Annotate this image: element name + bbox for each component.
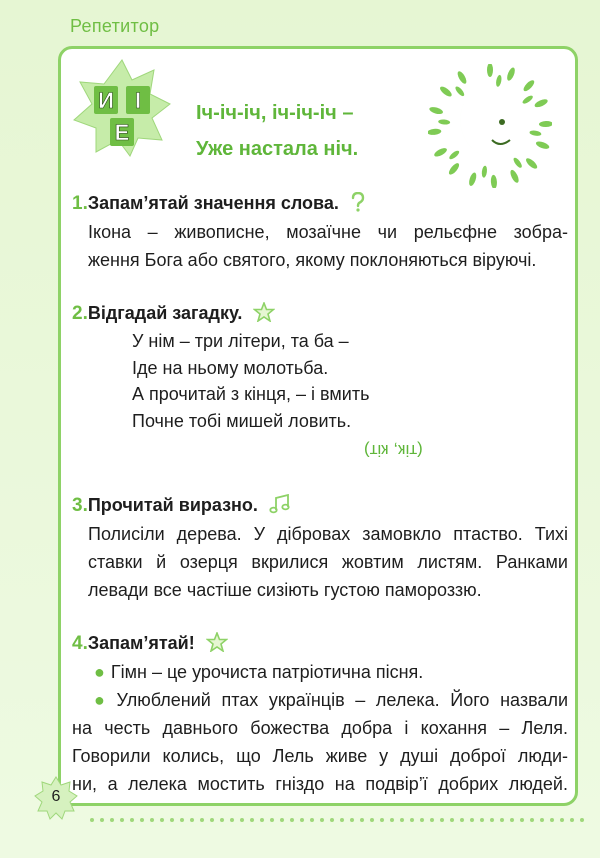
- fact-2-line-2: на честь давнього божества добра і кохання – Леля.: [72, 718, 568, 738]
- section-1-number: 1.: [72, 193, 88, 214]
- badge-letter-3: Е: [114, 120, 130, 145]
- section-1-definition: [88, 218, 568, 274]
- moon-wreath-icon: [428, 64, 552, 188]
- section-3-line-1: Полисіли дерева. У дібровах замовкло птаство. Тихі: [88, 524, 568, 544]
- music-note-icon: [269, 494, 291, 514]
- section-2-title-text: Відгадай загадку.: [87, 303, 243, 323]
- slogan-line-2: Уже настала ніч.: [196, 138, 359, 160]
- section-2-title: [72, 302, 275, 325]
- slogan-line-1: Іч-іч-іч, іч-іч-іч –: [196, 102, 354, 124]
- running-head: Репетитор: [70, 16, 160, 36]
- section-3-title: [72, 494, 291, 517]
- poem-line-4: Почне тобі мишей ловить.: [132, 410, 352, 431]
- bullet-dot: ●: [94, 662, 105, 682]
- section-2-number: 2.: [72, 303, 88, 324]
- fact-bullet-2: [88, 686, 568, 714]
- riddle-answer: (тік, кіт): [364, 441, 423, 460]
- section-3-title-text: Прочитай виразно.: [87, 495, 258, 515]
- section-3-line-2: ставки й озерця вкрилися жовтим листям. Ранками: [88, 552, 568, 572]
- section-3-number: 3.: [72, 495, 88, 516]
- fact-2-line-1: Улюблений птах українців – лелека. Його назвали: [116, 690, 568, 710]
- star-icon: [206, 632, 228, 652]
- section-4-title-text: Запам’ятай!: [87, 633, 195, 653]
- page-number: 6: [51, 788, 61, 805]
- section-1-line-1: Ікона – живописне, мозаїчне чи рельєфне зобра-: [88, 222, 568, 242]
- fact-2-line-4: ни, а лелека мостить гніздо на подвір’ї добрих людей.: [72, 774, 568, 794]
- question-mark-icon: [350, 192, 366, 212]
- badge-letter-1: И: [98, 88, 114, 113]
- section-4-number: 4.: [72, 633, 88, 654]
- poem-line-3: А прочитай з кінця, – і вмить: [132, 384, 370, 404]
- letters-star-badge: [72, 58, 172, 158]
- star-icon: [253, 302, 275, 322]
- section-4-title: [72, 632, 228, 655]
- badge-letter-2: І: [134, 88, 142, 113]
- section-1-title-text: Запам’ятай значення слова.: [87, 193, 339, 213]
- section-4-fact-2-continued: [72, 714, 568, 798]
- fact-2-line-3: Говорили колись, що Лель живе у душі доброї люди-: [72, 746, 568, 766]
- bullet-dot: ●: [94, 690, 111, 710]
- decorative-dots-divider: [88, 816, 588, 824]
- section-1-title: [72, 192, 366, 215]
- page-number-badge: [34, 776, 78, 820]
- fact-1-text: Гімн – це урочиста патріотична пісня.: [110, 662, 424, 682]
- section-4-facts: [88, 658, 568, 714]
- riddle-poem: [132, 328, 369, 434]
- section-3-text: [88, 520, 568, 604]
- section-1-line-2: ження Бога або святого, якому поклоняються віруючі.: [88, 250, 537, 270]
- fact-bullet-1: [88, 658, 568, 686]
- poem-line-2: Іде на ньому молотьба.: [132, 357, 329, 378]
- poem-line-1: У нім – три літери, та ба –: [132, 331, 349, 351]
- section-3-line-3: левади все частіше сизіють густою памороззю.: [88, 580, 482, 600]
